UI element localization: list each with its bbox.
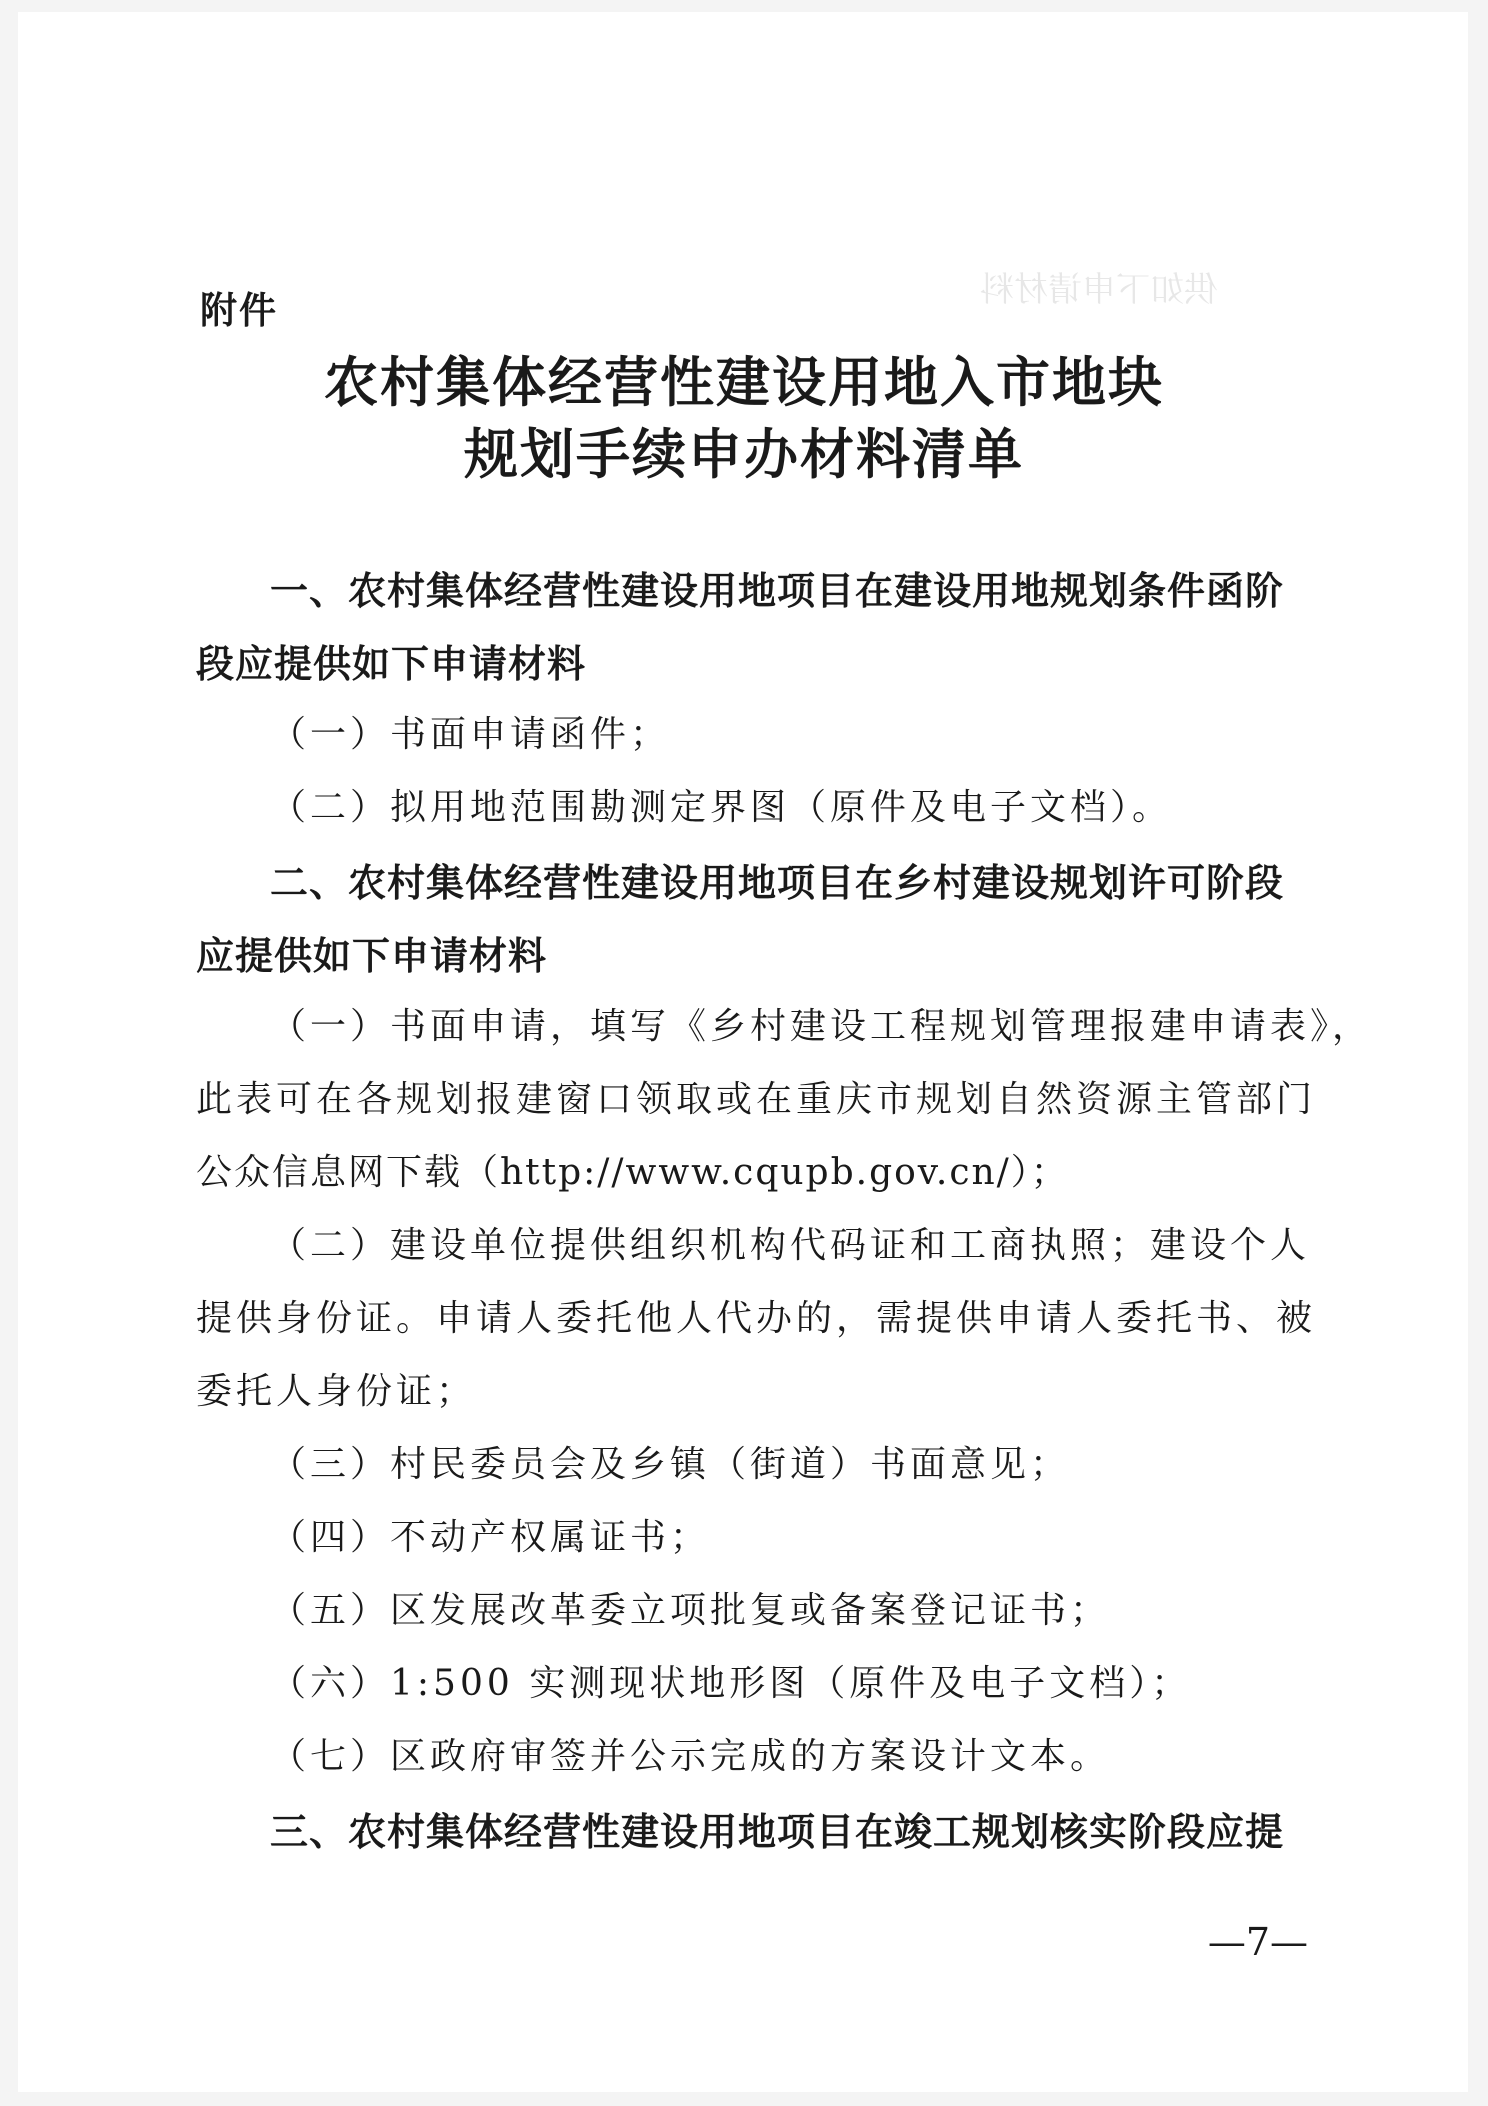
section2-item1-line1: （一）书面申请，填写《乡村建设工程规划管理报建申请表》， [270, 1006, 1373, 1047]
section3-heading-line1: 三、农村集体经营性建设用地项目在竣工规划核实阶段应提 [270, 1810, 1285, 1854]
section2-item7: （七）区政府审签并公示完成的方案设计文本。 [270, 1736, 1111, 1777]
section2-item3: （三）村民委员会及乡镇（街道）书面意见； [270, 1444, 1071, 1485]
section2-item6: （六）1:500 实测现状地形图（原件及电子文档）； [270, 1663, 1192, 1704]
bleed-through-text: 供如下申请材料 [980, 270, 1218, 310]
section2-heading-line1: 二、农村集体经营性建设用地项目在乡村建设规划许可阶段 [270, 861, 1285, 905]
section2-item1-line2: 此表可在各规划报建窗口领取或在重庆市规划自然资源主管部门 [196, 1079, 1317, 1120]
section2-item1-line3: 公众信息网下载（http://www.cqupb.gov.cn/）； [196, 1152, 1069, 1193]
section1-heading-line1: 一、农村集体经营性建设用地项目在建设用地规划条件函阶 [270, 569, 1285, 613]
section1-heading-line2: 段应提供如下申请材料 [196, 642, 587, 686]
section2-heading-line2: 应提供如下申请材料 [196, 934, 548, 978]
section2-item4: （四）不动产权属证书； [270, 1517, 711, 1558]
section2-item5: （五）区发展改革委立项批复或备案登记证书； [270, 1590, 1111, 1631]
document-title-line2: 规划手续申办材料清单 [464, 422, 1024, 486]
section1-item2: （二）拟用地范围勘测定界图（原件及电子文档）。 [270, 787, 1173, 828]
section2-item2-line2: 提供身份证。申请人委托他人代办的，需提供申请人委托书、被 [196, 1298, 1317, 1339]
document-title-line1: 农村集体经营性建设用地入市地块 [324, 350, 1164, 414]
page-number: —7— [1207, 1920, 1308, 1964]
section2-item2-line3: 委托人身份证； [196, 1371, 477, 1412]
section2-item2-line1: （二）建设单位提供组织机构代码证和工商执照；建设个人 [270, 1225, 1311, 1266]
attachment-label: 附件 [200, 289, 278, 332]
section1-item1: （一）书面申请函件； [270, 714, 671, 755]
